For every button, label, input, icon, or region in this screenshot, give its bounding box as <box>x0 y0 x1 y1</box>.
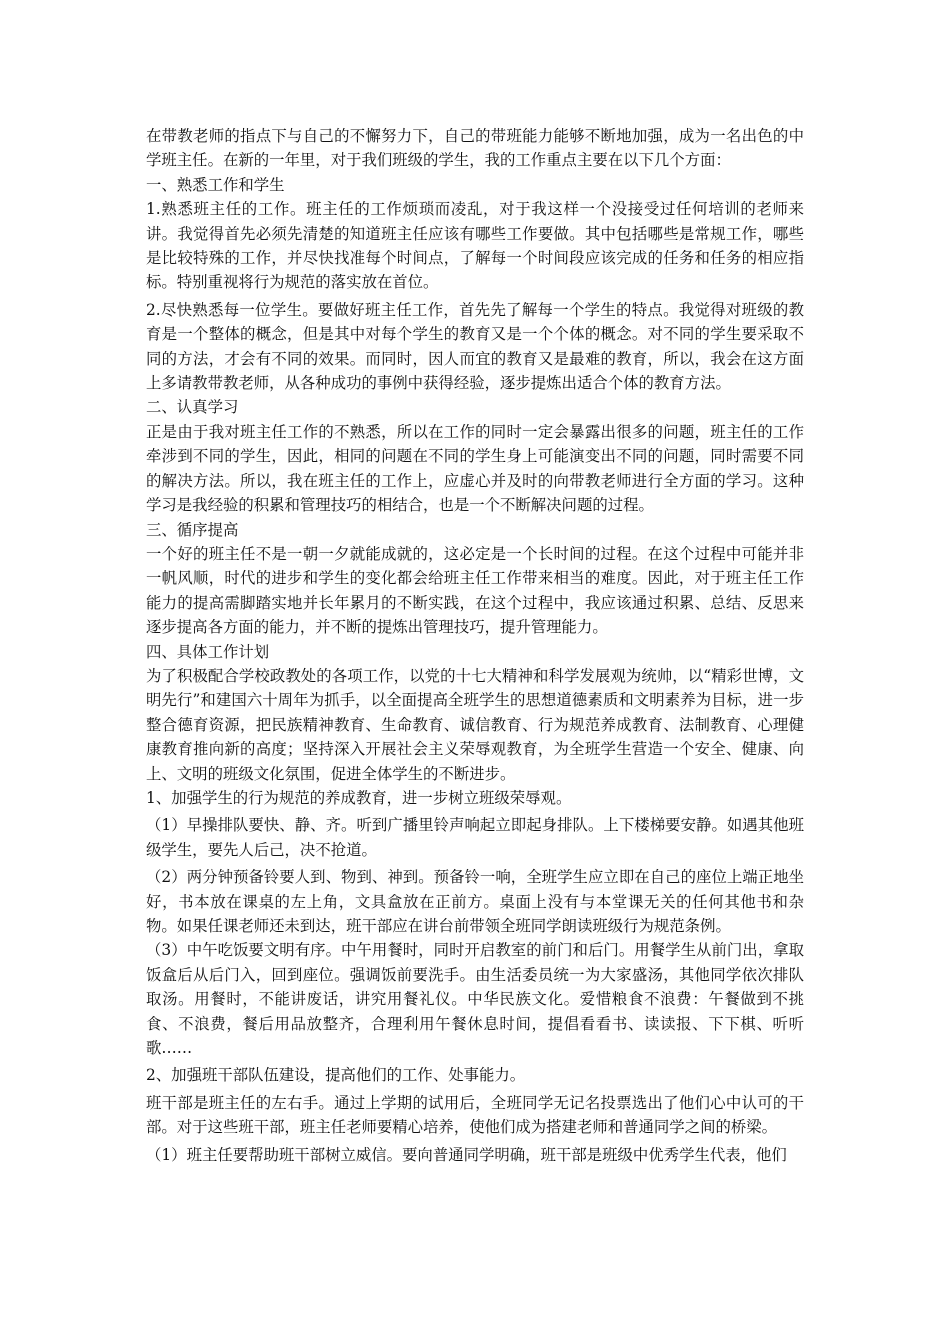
paragraph-3: 一个好的班主任不是一朝一夕就能成就的，这必定是一个长时间的过程。在这个过程中可能并非一帆风顺，时代的进步和学生的变化都会给班主任工作带来相当的难度。因此，对于班主任工作能力的提高需脚踏实地并长年累月的不断实践，在这个过程中，我应该通过积累、总结、反思来逐步提高各方面的能力，并不断的提炼出管理技巧，提升管理能力。 <box>146 544 804 637</box>
item-4-1-2: （2）两分钟预备铃要人到、物到、神到。预备铃一响，全班学生应立即在自己的座位上端正地坐好，书本放在课桌的左上角，文具盒放在正前方。桌面上没有与本堂课无关的任何其他书和杂物。如果任课老师还未到达，班干部应在讲台前带领全班同学朗读班级行为规范条例。 <box>146 868 804 935</box>
subheading-4-2: 2、加强班干部队伍建设，提高他们的工作、处事能力。 <box>146 1066 526 1085</box>
section-heading-2: 二、认真学习 <box>146 398 239 417</box>
paragraph-1-1: 1.熟悉班主任的工作。班主任的工作烦琐而凌乱，对于我这样一个没接受过任何培训的老师来讲。我觉得首先必须先清楚的知道班主任应该有哪些工作要做。其中包括哪些是常规工作，哪些是比较特殊的工作，并尽快找准每个时间点，了解每一个时间段应该完成的任务和任务的相应指标。特别重视将行为规范的落实放在首位。 <box>146 200 804 292</box>
subheading-4-1: 1、加强学生的行为规范的养成教育，进一步树立班级荣辱观。 <box>146 788 572 807</box>
paragraph-1-2: 2.尽快熟悉每一位学生。要做好班主任工作，首先先了解每一个学生的特点。我觉得对班级的教育是一个整体的概念，但是其中对每个学生的教育又是一个个体的概念。对不同的学生要采取不同的方法，才会有不同的效果。而同时，因人而宜的教育又是最难的教育，所以，我会在这方面上多请教带教老师，从各种成功的事例中获得经验，逐步提炼出适合个体的教育方法。 <box>146 300 804 393</box>
document-body <box>146 124 804 1167</box>
section-heading-1: 一、熟悉工作和学生 <box>146 175 285 194</box>
item-4-1-1: （1）早操排队要快、静、齐。听到广播里铃声响起立即起身排队。上下楼梯要安静。如遇其他班级学生，要先人后己，决不抢道。 <box>146 816 804 859</box>
intro-paragraph: 在带教老师的指点下与自己的不懈努力下，自己的带班能力能够不断地加强，成为一名出色的中学班主任。在新的一年里，对于我们班级的学生，我的工作重点主要在以下几个方面： <box>146 127 804 170</box>
item-4-1-3: （3）中午吃饭要文明有序。中午用餐时，同时开启教室的前门和后门。用餐学生从前门出，拿取饭盒后从后门入，回到座位。强调饭前要洗手。由生活委员统一为大家盛汤，其他同学依次排队取汤。用餐时，不能讲废话，讲究用餐礼仪。中华民族文化。爱惜粮食不浪费：午餐做到不挑食、不浪费，餐后用品放整齐，合理利用午餐休息时间，提倡看看书、读读报、下下棋、听听歌…… <box>146 941 804 1058</box>
paragraph-4: 为了积极配合学校政教处的各项工作，以党的十七大精神和科学发展观为统帅，以“精彩世博，文明先行”和建国六十周年为抓手，以全面提高全班学生的思想道德素质和文明素养为目标，进一步整合德育资源，把民族精神教育、生命教育、诚信教育、行为规范养成教育、法制教育、心理健康教育推向新的高度；坚持深入开展社会主义荣辱观教育，为全班学生营造一个安全、健康、向上、文明的班级文化氛围，促进全体学生的不断进步。 <box>146 666 804 783</box>
section-heading-4: 四、具体工作计划 <box>146 642 270 661</box>
section-heading-3: 三、循序提高 <box>146 520 239 539</box>
item-4-2-1: （1）班主任要帮助班干部树立威信。要向普通同学明确，班干部是班级中优秀学生代表，他们 <box>146 1145 787 1164</box>
paragraph-4-2: 班干部是班主任的左右手。通过上学期的试用后，全班同学无记名投票选出了他们心中认可的干部。对于这些班干部，班主任老师要精心培养，使他们成为搭建老师和普通同学之间的桥梁。 <box>146 1093 804 1137</box>
paragraph-2: 正是由于我对班主任工作的不熟悉，所以在工作的同时一定会暴露出很多的问题，班主任的工作牵涉到不同的学生，因此，相同的问题在不同的学生身上可能演变出不同的问题，同时需要不同的解决方法。所以，我在班主任的工作上，应虚心并及时的向带教老师进行全方面的学习。这种学习是我经验的积累和管理技巧的相结合，也是一个不断解决问题的过程。 <box>146 422 804 515</box>
